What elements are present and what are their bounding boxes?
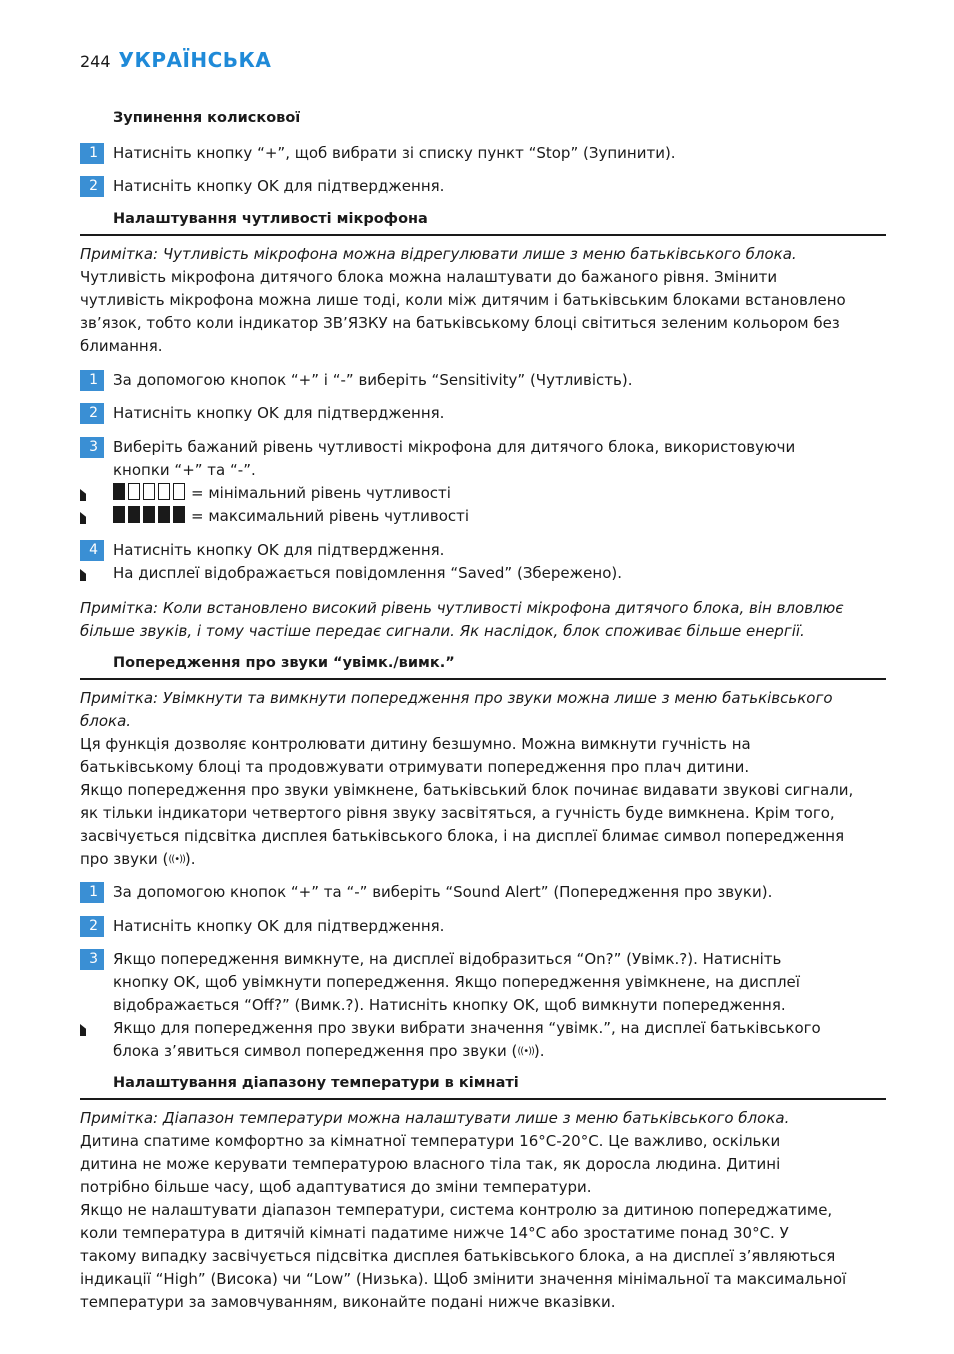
body-line: як тільки індикатори четвертого рівня звуку засвітяться, а гучність буде вимкнена. Крім того,: [80, 804, 835, 822]
body-line: Якщо попередження про звуки увімкнене, батьківський блок починає видавати звукові сигнали,: [80, 781, 854, 799]
step-number: 3: [80, 949, 104, 970]
note-text: Примітка: Увімкнути та вимкнути попередження про звуки можна лише з меню батьківського: [80, 689, 833, 707]
step-text: Натисніть кнопку OK для підтвердження.: [113, 177, 445, 195]
body-line: коли температура в дитячій кімнаті падатиме нижче 14°C або зростатиме понад 30°C. У: [80, 1224, 789, 1242]
bullet-arrow-icon: [80, 1024, 86, 1036]
bullet-text: = мінімальний рівень чутливості: [191, 484, 451, 502]
section-divider: [80, 1098, 886, 1100]
body-line: температури за замовчуванням, виконайте подані нижче вказівки.: [80, 1293, 616, 1311]
note-text: більше звуків, і тому частіше передає сигнали. Як наслідок, блок споживає більше енергії.: [80, 622, 805, 640]
manual-page: 244 УКРАЇНСЬКА Зупинення колискової 1 Натисніть кнопку “+”, щоб вибрати зі списку пункт “Stop” (Зупинити). 2 Натисніть кнопку OK для підтвердження. Налаштування чутливості мікрофона Примітка: Чутливість мікрофона можна відрегулювати лише з меню батьківського блока. Чутливість мікрофона дитячого блока можна налаштувати до бажаного рівня. Змінити чутливість мікрофона можна лише тоді, коли між дитячим і батьківським блоками встановлено зв’язок, тобто коли індикатор ЗВ’ЯЗКУ на батьківському блоці світиться зеленим кольором без блимання. 1 За допомогою кнопок “+” і “-” виберіть “Sensitivity” (Чутливість). 2 Натисніть кнопку OK для підтвердження. 3 Виберіть бажаний рівень чутливості мікрофона для дитячого блока, використовуючи кнопки “+” та “-”. = мінімальний рівень чутливості = максимальний рівень чутливості 4 Натисніть кнопку OK для підтвердження. На дисплеї відображається повідомлення “Saved” (Збережено). Примітка: Коли встановлено високий рівень чутливості мікрофона дитячого блока, він вловлює більше звуків, і тому частіше передає сигнали. Як наслідок, блок споживає більше енергії. Попередження про звуки “увімк./вимк.” Примітка: Увімкнути та вимкнути попередження про звуки можна лише з меню батьківського блока. Ця функція дозволяє контролювати дитину безшумно. Можна вимкнути гучність на батьківському блоці та продовжувати отримувати попередження про плач дитини. Якщо попередження про звуки увімкнене, батьківський блок починає видавати звукові сигнали, як тільки індикатори четвертого рівня звуку засвітяться, а гучність буде вимкнена. Крім того, засвічується підсвітка дисплея батьківського блока, і на дисплеї блимає символ попередження про звуки (((•))). 1 За допомогою кнопок “+” та “-” виберіть “Sound Alert” (Попередження про звуки). 2 Натисніть кнопку OK для підтвердження. 3 Якщо попередження вимкнуте, на дисплеї відобразиться “On?” (Увімк.?). Натисніть кнопку OK, щоб увімкнути попередження. Якщо попередження увімкнене, на дисплеї відображається “Off?” (Вимк.?). Натисніть кнопку OK, щоб вимкнути попередження. Якщо для попередження про звуки вибрати значення “увімк.”, на дисплеї батьківського блока з’явиться символ попередження про звуки (((•))). Налаштування діапазону температури в кімнаті Примітка: Діапазон температури можна налаштувати лише з меню батьківського блока. Дитина спатиме комфортно за кімнатної температури 16°C-20°C. Це важливо, оскільки дитина не може керувати температурою власного тіла так, як доросла людина. Дитині потрібно більше часу, щоб адаптуватися до зміни температури. Якщо не налаштувати діапазон температури, система контролю за дитиною попереджатиме, коли температура в дитячій кімнаті падатиме нижче 14°C або зростатиме понад 30°C. У такому випадку засвічується підсвітка дисплея батьківського блока, а на дисплеї з’являються індикації “High” (Висока) чи “Low” (Низька). Щоб змінити значення мінімальної та максимальної температури за замовчуванням, виконайте подані нижче вказівки.: [0, 0, 954, 1354]
body-line: засвічується підсвітка дисплея батьківського блока, і на дисплеї блимає символ попередження: [80, 827, 845, 845]
bullet-arrow-icon: [80, 569, 86, 581]
sound-alert-icon: ((•)): [168, 854, 185, 865]
note-text: Примітка: Чутливість мікрофона можна відрегулювати лише з меню батьківського блока.: [80, 245, 797, 263]
body-line: Дитина спатиме комфортно за кімнатної температури 16°C-20°C. Це важливо, оскільки: [80, 1132, 781, 1150]
step-text: Якщо попередження вимкнуте, на дисплеї відобразиться “On?” (Увімк.?). Натисніть: [113, 950, 782, 968]
step-number: 3: [80, 437, 104, 458]
body-line: Якщо не налаштувати діапазон температури, система контролю за дитиною попереджатиме,: [80, 1201, 833, 1219]
section-divider: [80, 234, 886, 236]
bullet-arrow-icon: [80, 489, 86, 501]
step-number: 4: [80, 540, 104, 561]
section-heading-sound-alert: Попередження про звуки “увімк./вимк.”: [113, 655, 455, 671]
sensitivity-level-min-icon: [113, 483, 185, 500]
step-text: кнопку OK, щоб увімкнути попередження. Якщо попередження увімкнене, на дисплеї: [113, 973, 800, 991]
step-text: Виберіть бажаний рівень чутливості мікрофона для дитячого блока, використовуючи: [113, 438, 796, 456]
step-text: кнопки “+” та “-”.: [113, 461, 256, 479]
step-text: Натисніть кнопку “+”, щоб вибрати зі списку пункт “Stop” (Зупинити).: [113, 144, 676, 162]
body-line: потрібно більше часу, щоб адаптуватися до зміни температури.: [80, 1178, 592, 1196]
bullet-text: Якщо для попередження про звуки вибрати значення “увімк.”, на дисплеї батьківського: [113, 1019, 821, 1037]
body-line: Чутливість мікрофона дитячого блока можна налаштувати до бажаного рівня. Змінити: [80, 268, 778, 286]
body-line: такому випадку засвічується підсвітка дисплея батьківського блока, а на дисплеї з’являються: [80, 1247, 836, 1265]
step-text: відображається “Off?” (Вимк.?). Натисніть кнопку OK, щоб вимкнути попередження.: [113, 996, 786, 1014]
step-number: 1: [80, 370, 104, 391]
step-number: 1: [80, 143, 104, 164]
section-divider: [80, 678, 886, 680]
step-text: Натисніть кнопку OK для підтвердження.: [113, 404, 445, 422]
body-line: зв’язок, тобто коли індикатор ЗВ’ЯЗКУ на батьківському блоці світиться зеленим кольором без: [80, 314, 840, 332]
language-title: УКРАЇНСЬКА: [118, 48, 272, 72]
step-text: Натисніть кнопку OK для підтвердження.: [113, 541, 445, 559]
bullet-text: = максимальний рівень чутливості: [191, 507, 470, 525]
step-number: 2: [80, 916, 104, 937]
section-heading-mic-sensitivity: Налаштування чутливості мікрофона: [113, 211, 428, 227]
note-text: Примітка: Коли встановлено високий рівень чутливості мікрофона дитячого блока, він вловлює: [80, 599, 844, 617]
body-line: блимання.: [80, 337, 163, 355]
body-line: про звуки (((•))).: [80, 848, 886, 871]
note-text: блока.: [80, 712, 132, 730]
body-line: чутливість мікрофона можна лише тоді, коли між дитячим і батьківським блоками встановлено: [80, 291, 846, 309]
step-number: 1: [80, 882, 104, 903]
step-text: За допомогою кнопок “+” та “-” виберіть “Sound Alert” (Попередження про звуки).: [113, 883, 773, 901]
step-text: За допомогою кнопок “+” і “-” виберіть “Sensitivity” (Чутливість).: [113, 371, 633, 389]
section-heading-temperature-range: Налаштування діапазону температури в кімнаті: [113, 1075, 519, 1091]
page-header: [80, 48, 271, 74]
sound-alert-icon: ((•)): [517, 1046, 534, 1057]
note-text: Примітка: Діапазон температури можна налаштувати лише з меню батьківського блока.: [80, 1109, 790, 1127]
body-line: дитина не може керувати температурою власного тіла так, як доросла людина. Дитині: [80, 1155, 781, 1173]
page-number: 244: [80, 52, 111, 71]
section-heading-stop-lullaby: Зупинення колискової: [113, 110, 301, 126]
sensitivity-level-max-icon: [113, 506, 185, 523]
bullet-arrow-icon: [80, 512, 86, 524]
body-line: індикації “High” (Висока) чи “Low” (Низька). Щоб змінити значення мінімальної та максимальної: [80, 1270, 847, 1288]
bullet-text: На дисплеї відображається повідомлення “Saved” (Збережено).: [113, 564, 623, 582]
step-text: Натисніть кнопку OK для підтвердження.: [113, 917, 445, 935]
body-line: батьківському блоці та продовжувати отримувати попередження про плач дитини.: [80, 758, 750, 776]
body-line: Ця функція дозволяє контролювати дитину безшумно. Можна вимкнути гучність на: [80, 735, 751, 753]
step-number: 2: [80, 403, 104, 424]
step-number: 2: [80, 176, 104, 197]
